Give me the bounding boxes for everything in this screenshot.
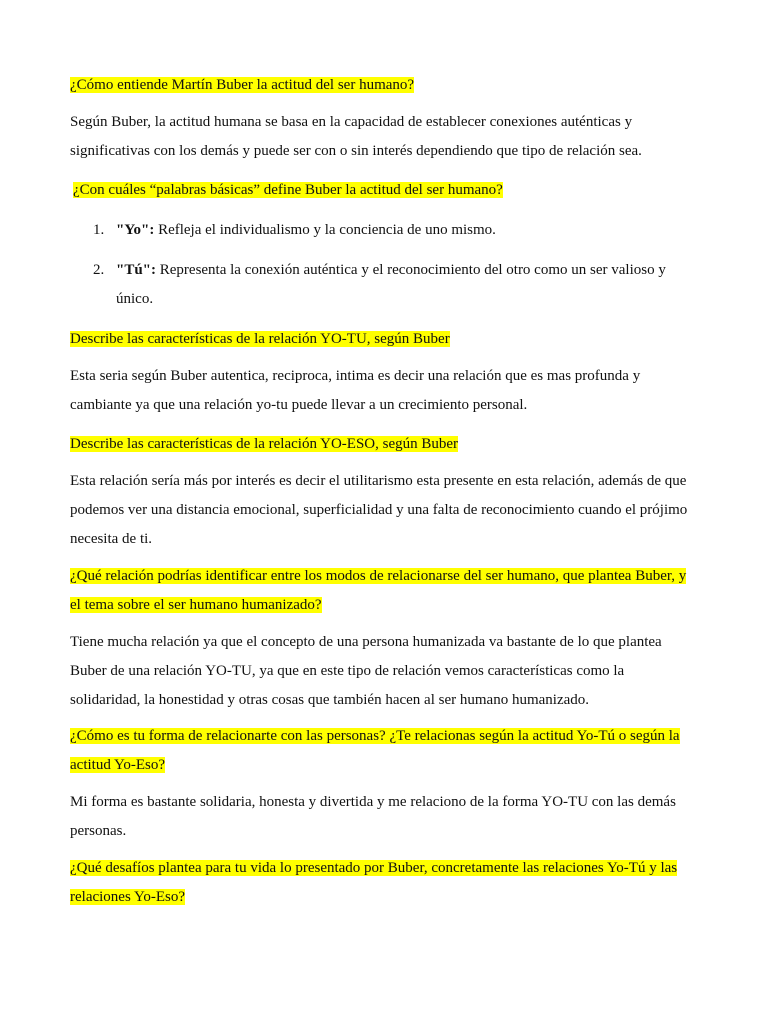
list-description: Representa la conexión auténtica y el reconocimiento del otro como un ser valioso y único. — [116, 262, 666, 307]
list-term: "Yo": — [116, 222, 155, 238]
list-item-yo — [93, 216, 683, 245]
question-2 — [73, 176, 698, 205]
question-6-text: ¿Cómo es tu forma de relacionarte con las personas? ¿Te relacionas según la actitud Yo-Tú o según la actitud Yo-Eso? — [70, 728, 680, 773]
question-7-text: ¿Qué desafíos plantea para tu vida lo presentado por Buber, concretamente las relaciones Yo-Tú y las relaciones Yo-Eso? — [70, 860, 678, 905]
list-number: 2. — [93, 262, 105, 278]
question-5 — [70, 562, 695, 620]
list-description: Refleja el individualismo y la conciencia de uno mismo. — [154, 222, 496, 238]
question-2-text: ¿Con cuáles “palabras básicas” define Buber la actitud del ser humano? — [73, 182, 503, 198]
question-3 — [70, 325, 695, 354]
question-1-text: ¿Cómo entiende Martín Buber la actitud del ser humano? — [70, 77, 415, 93]
answer-4: Esta relación sería más por interés es decir el utilitarismo esta presente en esta relación, además de que podemos ver una distancia emocional, superficialidad y una falta de reconocimiento cuando el prójimo necesita de ti. — [70, 473, 688, 547]
list-term: "Tú": — [116, 262, 156, 278]
answer-1: Según Buber, la actitud humana se basa en la capacidad de establecer conexiones auténticas y significativas con los demás y puede ser con o sin interés dependiendo que tipo de relación sea. — [70, 114, 642, 159]
question-5-text: ¿Qué relación podrías identificar entre los modos de relacionarse del ser humano, que plantea Buber, y el tema sobre el ser humano humanizado? — [70, 568, 687, 613]
list-text — [116, 256, 683, 314]
question-6 — [70, 722, 695, 780]
list-item-tu — [93, 256, 683, 314]
question-1 — [70, 71, 695, 100]
question-3-text: Describe las características de la relación YO-TU, según Buber — [70, 331, 450, 347]
list-number: 1. — [93, 222, 105, 238]
list-text — [116, 216, 683, 245]
question-7 — [70, 854, 695, 912]
question-4 — [70, 430, 695, 459]
answer-3: Esta seria según Buber autentica, reciproca, intima es decir una relación que es mas profunda y cambiante ya que una relación yo-tu puede llevar a un crecimiento personal. — [70, 368, 641, 413]
answer-6: Mi forma es bastante solidaria, honesta y divertida y me relaciono de la forma YO-TU con las demás personas. — [70, 794, 676, 839]
question-4-text: Describe las características de la relación YO-ESO, según Buber — [70, 436, 459, 452]
answer-5: Tiene mucha relación ya que el concepto de una persona humanizada va bastante de lo que plantea Buber de una relación YO-TU, ya que en este tipo de relación vemos características como la solidaridad, la honestidad y otras cosas que también hacen al ser humano humanizado. — [70, 634, 662, 708]
